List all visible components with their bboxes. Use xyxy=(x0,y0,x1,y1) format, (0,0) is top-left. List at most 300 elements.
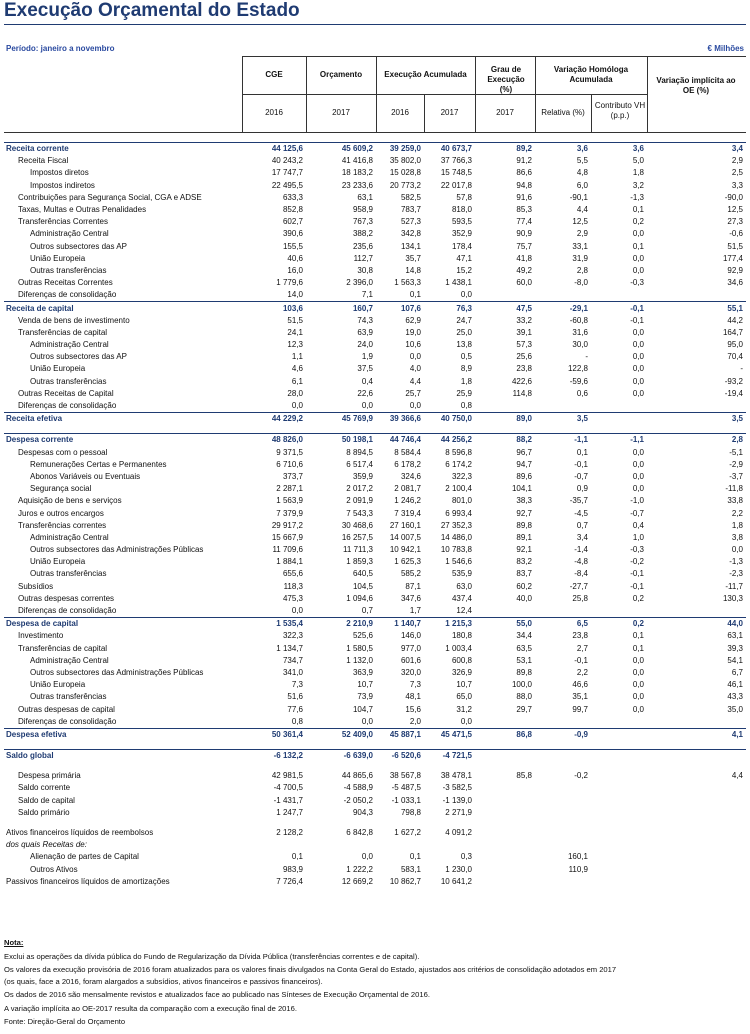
value-cell: 14 007,5 xyxy=(389,532,421,542)
value-cell: 76,3 xyxy=(424,302,475,315)
table-row xyxy=(4,315,746,327)
row-label: Administração Central xyxy=(30,655,109,665)
value-cell: 2,5 xyxy=(731,168,743,178)
value-cell: 62,9 xyxy=(405,315,421,325)
note-line: (os quais, face a 2016, foram alargados a subsídios, ativos financeiros e passivos financeiros). xyxy=(4,976,323,986)
value-cell: 92,7 xyxy=(516,508,532,518)
value-cell: 110,9 xyxy=(568,864,588,874)
value-cell: 801,0 xyxy=(451,496,472,506)
value-cell: 47,5 xyxy=(475,302,535,315)
value-cell: 655,6 xyxy=(282,569,303,579)
value-cell: -90,1 xyxy=(569,192,588,202)
value-cell: 33,1 xyxy=(572,241,588,251)
table-row xyxy=(4,216,746,228)
value-cell: 45 471,5 xyxy=(424,728,475,741)
table-header xyxy=(4,56,746,132)
section-row xyxy=(4,434,746,447)
value-cell: 0,0 xyxy=(632,667,644,677)
value-cell xyxy=(647,400,746,413)
value-cell: 2,8 xyxy=(647,434,746,447)
table-row xyxy=(4,568,746,580)
value-cell: 57,8 xyxy=(456,192,472,202)
value-cell: 0,0 xyxy=(409,352,421,362)
value-cell: 0,0 xyxy=(361,401,373,411)
note-line: Os dados de 2016 são mensalmente revistos e atualizados face ao publicado nas Sínteses de Execução Orçamental de 2016. xyxy=(4,990,430,999)
value-cell: -0,7 xyxy=(630,508,644,518)
spacer-cell xyxy=(4,425,746,434)
row-label: dos quais Receitas de: xyxy=(6,840,87,850)
table-row xyxy=(4,581,746,593)
value-cell: 0,9 xyxy=(576,484,588,494)
header-variacao-oe: Variação implícita ao OE (%) xyxy=(656,76,736,95)
value-cell: 31,6 xyxy=(572,327,588,337)
value-cell xyxy=(475,827,535,839)
value-cell: 27 352,3 xyxy=(440,520,472,530)
value-cell: 44 256,2 xyxy=(424,434,475,447)
row-label: Impostos indiretos xyxy=(30,180,95,190)
value-cell: -90,0 xyxy=(724,192,743,202)
value-cell: 1 230,0 xyxy=(445,864,472,874)
row-label: Outros subsectores das Administrações Públicas xyxy=(30,667,204,677)
value-cell: 50 198,1 xyxy=(306,434,376,447)
value-cell: 0,4 xyxy=(361,376,373,386)
value-cell: 0,0 xyxy=(632,459,644,469)
value-cell: 22,6 xyxy=(357,388,373,398)
value-cell: 44 229,2 xyxy=(242,413,306,426)
value-cell: -0,3 xyxy=(630,278,644,288)
row-label: Outros subsectores das AP xyxy=(30,352,127,362)
table-row xyxy=(4,471,746,483)
value-cell: 363,9 xyxy=(352,667,373,677)
value-cell: 1,0 xyxy=(632,532,644,542)
table-row xyxy=(4,630,746,642)
value-cell: 8 596,8 xyxy=(445,447,472,457)
value-cell: -6 520,6 xyxy=(376,750,424,763)
row-label: União Europeia xyxy=(30,364,86,374)
value-cell: 15 028,8 xyxy=(389,168,421,178)
value-cell: 582,5 xyxy=(400,192,421,202)
value-cell: 104,1 xyxy=(511,484,532,494)
value-cell: 320,0 xyxy=(400,667,421,677)
value-cell: 0,1 xyxy=(632,631,644,641)
value-cell: 2,9 xyxy=(576,229,588,239)
value-cell: 92,9 xyxy=(727,265,743,275)
value-cell: 83,2 xyxy=(516,557,532,567)
value-cell: -1,3 xyxy=(729,557,743,567)
value-cell: 0,0 xyxy=(632,388,644,398)
value-cell: -27,7 xyxy=(569,581,588,591)
table-row xyxy=(4,277,746,289)
table-row xyxy=(4,532,746,544)
value-cell: -4 588,9 xyxy=(343,783,373,793)
row-label: Despesa primária xyxy=(18,771,81,781)
value-cell: 89,8 xyxy=(516,520,532,530)
value-cell: 14,8 xyxy=(405,265,421,275)
row-label: Segurança social xyxy=(30,484,92,494)
row-label: Contribuições para Segurança Social, CGA e ADSE xyxy=(18,192,202,202)
value-cell: 24,7 xyxy=(456,315,472,325)
value-cell: 180,8 xyxy=(451,631,472,641)
value-cell: 12,5 xyxy=(572,217,588,227)
value-cell: 38,3 xyxy=(516,496,532,506)
value-cell: 1 535,4 xyxy=(242,618,306,631)
table-row xyxy=(4,691,746,703)
value-cell: 2,2 xyxy=(731,508,743,518)
value-cell: 2,7 xyxy=(576,643,588,653)
value-cell: 0,0 xyxy=(632,265,644,275)
value-cell: 422,6 xyxy=(511,376,532,386)
value-cell: 89,1 xyxy=(516,532,532,542)
value-cell xyxy=(591,807,647,819)
value-cell: 341,0 xyxy=(282,667,303,677)
value-cell: 2 091,9 xyxy=(346,496,373,506)
value-cell xyxy=(475,839,535,851)
value-cell: 11 709,6 xyxy=(272,545,303,555)
value-cell: 89,2 xyxy=(475,143,535,156)
row-label: Outras Receitas Correntes xyxy=(18,278,113,288)
budget-table xyxy=(4,142,746,888)
table-row xyxy=(4,782,746,794)
value-cell: 25,0 xyxy=(456,327,472,337)
value-cell: 2 100,4 xyxy=(445,484,472,494)
value-cell: 30,8 xyxy=(357,265,373,275)
row-label: Despesa de capital xyxy=(4,618,242,631)
value-cell: 0,0 xyxy=(291,606,303,616)
row-label: Diferenças de consolidação xyxy=(18,290,117,300)
value-cell: 4,0 xyxy=(409,364,421,374)
value-cell: 60,2 xyxy=(516,581,532,591)
value-cell: -1,3 xyxy=(630,192,644,202)
value-cell xyxy=(647,795,746,807)
value-cell: 6 842,8 xyxy=(346,828,373,838)
value-cell: 0,1 xyxy=(632,205,644,215)
table-row xyxy=(4,376,746,388)
header-year: 2016 xyxy=(265,108,283,117)
value-cell: 767,3 xyxy=(352,217,373,227)
value-cell: -2,3 xyxy=(729,569,743,579)
value-cell xyxy=(591,851,647,863)
value-cell: 34,4 xyxy=(516,631,532,641)
value-cell: 178,4 xyxy=(451,241,472,251)
value-cell: 0,0 xyxy=(632,484,644,494)
value-cell: 4,1 xyxy=(647,728,746,741)
value-cell: 54,1 xyxy=(727,655,743,665)
value-cell xyxy=(535,750,591,763)
row-label: Saldo corrente xyxy=(18,783,71,793)
value-cell: 20 773,2 xyxy=(389,180,421,190)
value-cell: 7,3 xyxy=(409,680,421,690)
row-label: Outras Receitas de Capital xyxy=(18,388,114,398)
row-label: Diferenças de consolidação xyxy=(18,401,117,411)
value-cell: 585,2 xyxy=(400,569,421,579)
row-label: Administração Central xyxy=(30,532,109,542)
value-cell: 12 669,2 xyxy=(341,876,373,886)
value-cell: -0,2 xyxy=(574,771,588,781)
value-cell: 1,7 xyxy=(409,606,421,616)
value-cell: 6,5 xyxy=(535,618,591,631)
table-row xyxy=(4,703,746,715)
value-cell: 114,8 xyxy=(512,388,532,398)
value-cell: -0,1 xyxy=(591,302,647,315)
value-cell: -0,1 xyxy=(574,655,588,665)
value-cell: 60,0 xyxy=(516,278,532,288)
value-cell: 3,8 xyxy=(731,532,743,542)
value-cell: -3,7 xyxy=(729,471,743,481)
row-label: Passivos financeiros líquidos de amortizações xyxy=(6,876,170,886)
row-label: Saldo de capital xyxy=(18,795,75,805)
value-cell: 39,3 xyxy=(727,643,743,653)
value-cell: 0,0 xyxy=(632,327,644,337)
value-cell: 94,7 xyxy=(516,459,532,469)
value-cell: 96,7 xyxy=(516,447,532,457)
value-cell: 33,8 xyxy=(727,496,743,506)
value-cell: 91,6 xyxy=(516,192,532,202)
value-cell xyxy=(591,770,647,782)
row-label: Subsídios xyxy=(18,581,54,591)
value-cell: 1,8 xyxy=(460,376,472,386)
value-cell: 35 802,0 xyxy=(389,156,421,166)
value-cell: 22 495,5 xyxy=(271,180,303,190)
value-cell: 74,3 xyxy=(357,315,373,325)
value-cell: -0,3 xyxy=(630,545,644,555)
value-cell: 0,0 xyxy=(632,229,644,239)
value-cell: 1 546,6 xyxy=(445,557,472,567)
value-cell: 347,6 xyxy=(400,593,421,603)
table-row xyxy=(4,864,746,876)
value-cell xyxy=(591,876,647,888)
value-cell xyxy=(535,807,591,819)
value-cell: 0,7 xyxy=(576,520,588,530)
row-label: Transferências de capital xyxy=(18,327,108,337)
row-label: Receita efetiva xyxy=(4,413,242,426)
row-label: Diferenças de consolidação xyxy=(18,606,117,616)
value-cell: 7,3 xyxy=(291,680,303,690)
value-cell: 342,8 xyxy=(400,229,421,239)
value-cell: 47,1 xyxy=(456,253,472,263)
value-cell: 0,2 xyxy=(632,217,644,227)
value-cell xyxy=(591,864,647,876)
value-cell: 7,1 xyxy=(361,290,373,300)
value-cell: 783,7 xyxy=(400,205,421,215)
value-cell: 77,6 xyxy=(287,704,303,714)
table-row xyxy=(4,400,746,413)
table-row xyxy=(4,204,746,216)
value-cell xyxy=(591,728,647,741)
value-cell xyxy=(591,750,647,763)
value-cell: 0,1 xyxy=(409,852,421,862)
value-cell: 99,7 xyxy=(572,704,588,714)
value-cell xyxy=(475,851,535,863)
value-cell: 1 627,2 xyxy=(394,828,421,838)
value-cell: 35,0 xyxy=(727,704,743,714)
value-cell: 51,6 xyxy=(287,692,303,702)
value-cell: 31,9 xyxy=(572,253,588,263)
value-cell: -6 639,0 xyxy=(306,750,376,763)
value-cell: 390,6 xyxy=(282,229,303,239)
value-cell: 8 894,5 xyxy=(346,447,373,457)
row-label: União Europeia xyxy=(30,680,86,690)
value-cell: 6,0 xyxy=(576,180,588,190)
note-line: Os valores da execução provisória de 2016 foram atualizados para os valores finais divulgados na Conta Geral do Estado, ajustados aos critérios de consolidação adotados em 2017 xyxy=(4,965,617,974)
value-cell: 0,0 xyxy=(632,364,644,374)
value-cell: 0,0 xyxy=(731,545,743,555)
table-row xyxy=(4,655,746,667)
row-label: Outras transferências xyxy=(30,569,107,579)
value-cell: 19,0 xyxy=(405,327,421,337)
value-cell: 0,0 xyxy=(632,253,644,263)
value-cell: 373,7 xyxy=(282,471,303,481)
value-cell: 18 183,2 xyxy=(341,168,373,178)
row-label: Saldo global xyxy=(4,750,242,763)
value-cell: 40 750,0 xyxy=(424,413,475,426)
value-cell: 104,7 xyxy=(352,704,373,714)
header-execucao: Execução Acumulada xyxy=(384,70,467,79)
value-cell xyxy=(306,839,376,851)
value-cell: 23 233,6 xyxy=(341,180,373,190)
value-cell xyxy=(475,864,535,876)
spacer-cell xyxy=(4,762,746,770)
value-cell: 53,1 xyxy=(516,655,532,665)
spacer-row xyxy=(4,762,746,770)
table-row xyxy=(4,643,746,655)
value-cell: 40 243,2 xyxy=(271,156,303,166)
value-cell: -11,7 xyxy=(725,581,743,591)
value-cell: 0,8 xyxy=(460,401,472,411)
row-label: Venda de bens de investimento xyxy=(18,315,130,325)
row-label: Alienação de partes de Capital xyxy=(30,852,139,862)
value-cell: 90,9 xyxy=(516,229,532,239)
header-cge: CGE xyxy=(265,70,283,79)
value-cell: 4,4 xyxy=(731,771,743,781)
value-cell: 51,5 xyxy=(727,241,743,251)
table-row xyxy=(4,679,746,691)
value-cell: -93,2 xyxy=(724,376,743,386)
value-cell: 24,0 xyxy=(357,340,373,350)
value-cell: 6 174,2 xyxy=(445,459,472,469)
value-cell: 73,9 xyxy=(357,692,373,702)
value-cell: 2 271,9 xyxy=(445,807,472,817)
value-cell: 3,5 xyxy=(647,413,746,426)
value-cell: 0,2 xyxy=(632,593,644,603)
row-label: Impostos diretos xyxy=(30,168,89,178)
value-cell xyxy=(475,289,535,302)
value-cell: 6 710,6 xyxy=(276,459,303,469)
spacer-row xyxy=(4,741,746,750)
row-label: União Europeia xyxy=(30,557,86,567)
value-cell: 45 609,2 xyxy=(306,143,376,156)
value-cell xyxy=(475,605,535,618)
table-row xyxy=(4,839,746,851)
value-cell: 52 409,0 xyxy=(306,728,376,741)
row-label: Outras transferências xyxy=(30,692,107,702)
table-row xyxy=(4,483,746,495)
value-cell: -1,1 xyxy=(535,434,591,447)
header-year: 2017 xyxy=(496,108,514,117)
value-cell: 0,0 xyxy=(632,692,644,702)
value-cell: 0,8 xyxy=(291,716,303,726)
value-cell: 63,5 xyxy=(516,643,532,653)
value-cell: 45 769,9 xyxy=(306,413,376,426)
value-cell xyxy=(591,289,647,302)
value-cell: 14,0 xyxy=(287,290,303,300)
table-row xyxy=(4,507,746,519)
value-cell: 49,2 xyxy=(516,265,532,275)
table-row xyxy=(4,807,746,819)
value-cell xyxy=(647,289,746,302)
value-cell: 583,1 xyxy=(400,864,421,874)
value-cell: -1 431,7 xyxy=(273,795,303,805)
table-row xyxy=(4,241,746,253)
value-cell: 43,3 xyxy=(727,692,743,702)
row-label: Despesa corrente xyxy=(4,434,242,447)
table-row xyxy=(4,459,746,471)
value-cell xyxy=(591,716,647,729)
value-cell: 164,7 xyxy=(722,327,743,337)
value-cell: 130,3 xyxy=(722,593,743,603)
table-row xyxy=(4,876,746,888)
value-cell: 38 567,8 xyxy=(389,771,421,781)
value-cell: 983,9 xyxy=(282,864,303,874)
value-cell: 0,1 xyxy=(291,852,303,862)
value-cell: 50 361,4 xyxy=(242,728,306,741)
value-cell: 6,1 xyxy=(291,376,303,386)
value-cell xyxy=(647,839,746,851)
value-cell: 39 366,6 xyxy=(376,413,424,426)
row-label: Outras despesas correntes xyxy=(18,593,115,603)
value-cell: 3,4 xyxy=(647,143,746,156)
value-cell: 734,7 xyxy=(282,655,303,665)
value-cell: 1 247,7 xyxy=(276,807,303,817)
value-cell: 104,5 xyxy=(352,581,373,591)
row-label: Transferências de capital xyxy=(18,643,108,653)
row-label: Outros subsectores das Administrações Públicas xyxy=(30,545,204,555)
value-cell: 1 246,2 xyxy=(394,496,421,506)
value-cell: 7 319,4 xyxy=(394,508,421,518)
section-row xyxy=(4,728,746,741)
value-cell: 8,9 xyxy=(460,364,472,374)
value-cell: 4 091,2 xyxy=(445,828,472,838)
header-year: 2017 xyxy=(440,108,459,117)
header-grau: Grau de Execução (%) xyxy=(487,65,525,94)
value-cell: 39,1 xyxy=(516,327,532,337)
value-cell: 2,9 xyxy=(731,156,743,166)
value-cell: 85,8 xyxy=(516,771,532,781)
row-label: Ativos financeiros líquidos de reembolsos xyxy=(6,828,154,838)
value-cell: 11 711,3 xyxy=(343,545,373,555)
section-row xyxy=(4,143,746,156)
value-cell: 1,1 xyxy=(291,352,303,362)
value-cell: 0,1 xyxy=(576,447,588,457)
value-cell: 388,2 xyxy=(352,229,373,239)
row-label: Outros subsectores das AP xyxy=(30,241,127,251)
value-cell xyxy=(475,400,535,413)
value-cell: -0,1 xyxy=(574,459,588,469)
table-row xyxy=(4,327,746,339)
table-row xyxy=(4,795,746,807)
value-cell: 0,0 xyxy=(632,680,644,690)
value-cell: 0,0 xyxy=(632,352,644,362)
value-cell: 160,7 xyxy=(306,302,376,315)
value-cell xyxy=(591,827,647,839)
header-relativa: Relativa (%) xyxy=(541,108,585,117)
value-cell: 0,3 xyxy=(460,852,472,862)
value-cell: -4 721,5 xyxy=(424,750,475,763)
value-cell: 1,8 xyxy=(632,168,644,178)
value-cell: 1 779,6 xyxy=(276,278,303,288)
value-cell: 3,4 xyxy=(576,532,588,542)
value-cell: -5 487,5 xyxy=(391,783,421,793)
value-cell: 92,1 xyxy=(516,545,532,555)
